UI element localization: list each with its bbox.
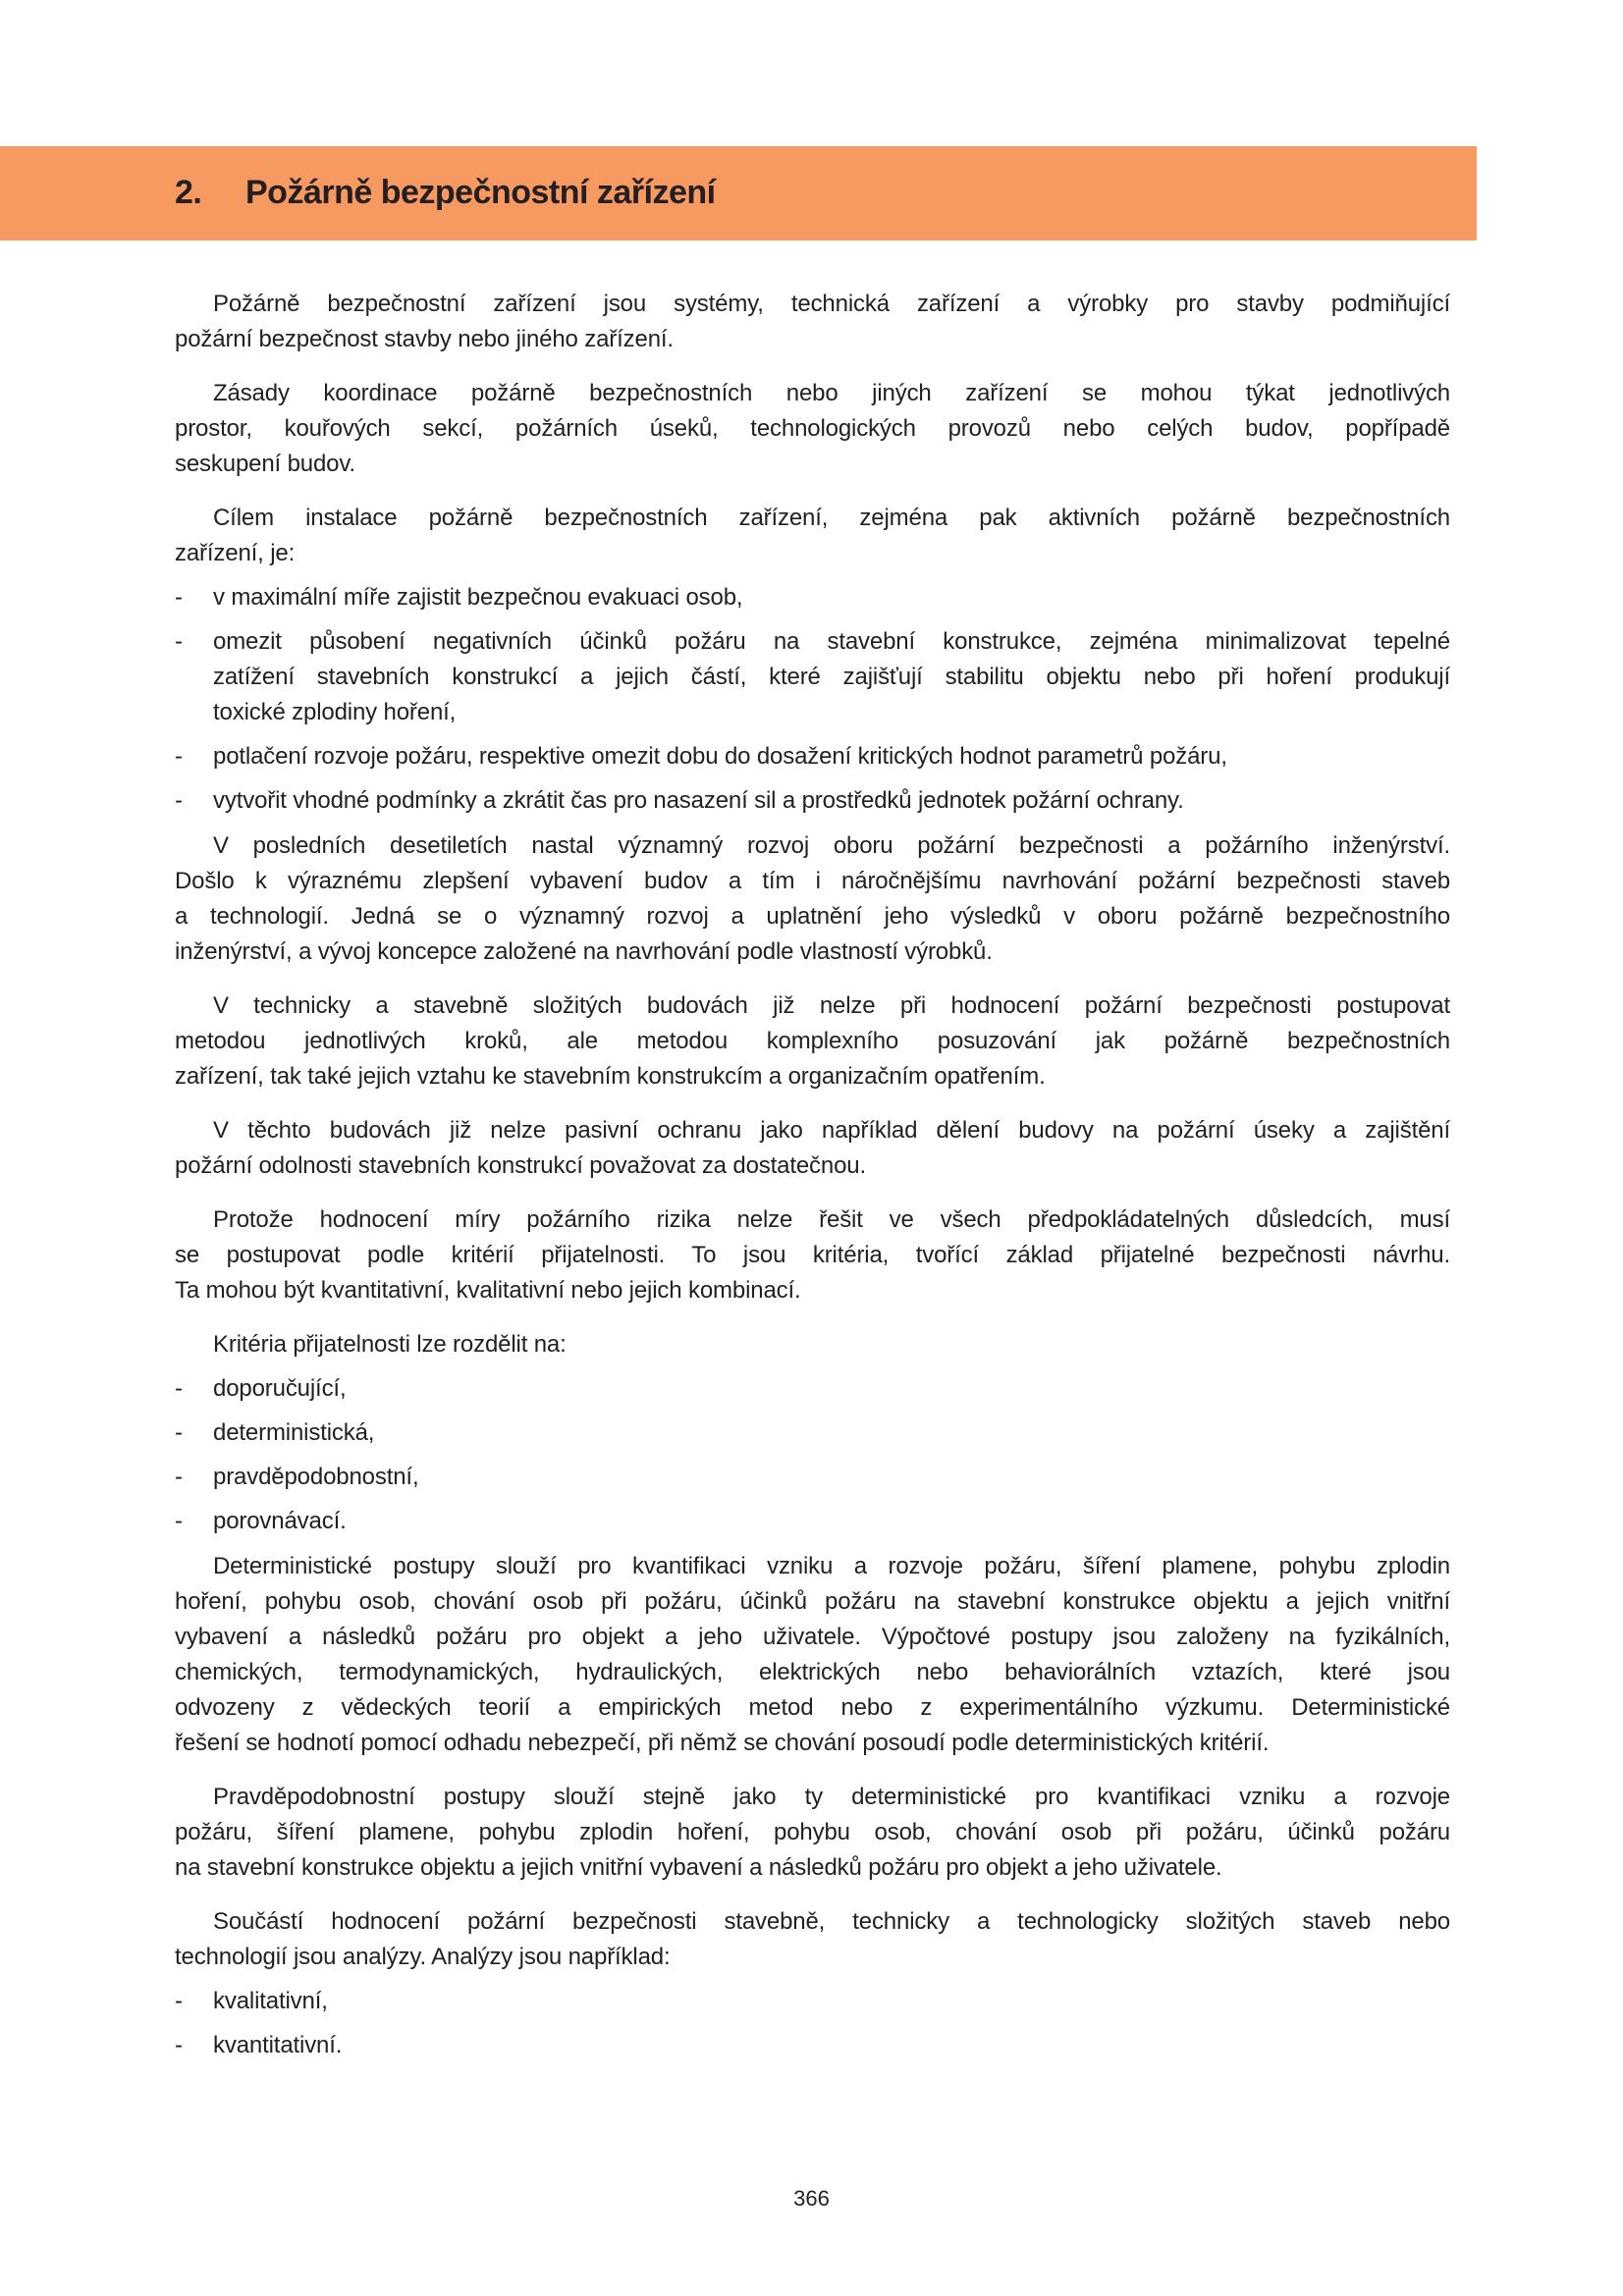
- analyses-list: [175, 1984, 1450, 2063]
- text-line: hoření, pohybu osob, chování osob při požáru, účinků požáru na stavební konstrukce objektu a jejich vnitřní: [175, 1588, 1450, 1615]
- list-item: [175, 1504, 1450, 1539]
- text-line: deterministická,: [213, 1419, 375, 1446]
- text-line: odvozeny z vědeckých teorií a empirických metod nebo z experimentálního výzkumu. Deterministické: [175, 1694, 1450, 1721]
- text-line: v maximální míře zajistit bezpečnou evakuaci osob,: [213, 584, 743, 611]
- text-line: požární bezpečnost stavby nebo jiného zařízení.: [175, 326, 674, 352]
- text-line: Požárně bezpečnostní zařízení jsou systémy, technická zařízení a výrobky pro stavby podmiňující: [213, 291, 1450, 317]
- list-item: [175, 739, 1450, 774]
- text-line: omezit působení negativních účinků požáru na stavební konstrukce, zejména minimalizovat tepelné: [213, 628, 1450, 655]
- paragraph-passive-protection: [175, 1113, 1450, 1184]
- list-item: [175, 1415, 1450, 1451]
- list-item: [175, 1984, 1450, 2019]
- list-dash: -: [175, 2032, 183, 2058]
- text-line: V těchto budovách již nelze pasivní ochranu jako například dělení budovy na požární úseky a zajištění: [213, 1117, 1450, 1144]
- list-item: [175, 783, 1450, 819]
- text-line: Součástí hodnocení požární bezpečnosti stavebně, technicky a technologicky složitých staveb nebo: [213, 1908, 1450, 1935]
- list-dash: -: [175, 787, 183, 814]
- page-body: [175, 287, 1450, 2073]
- page-number: 366: [793, 2186, 830, 2211]
- text-line: chemických, termodynamických, hydraulických, elektrických nebo behaviorálních vztazích, které jsou: [175, 1659, 1450, 1685]
- text-line: požární odolnosti stavebních konstrukcí považovat za dostatečnou.: [175, 1152, 867, 1179]
- paragraph-goals-intro: [175, 501, 1450, 571]
- paragraph-complex-buildings: [175, 988, 1450, 1095]
- list-dash: -: [175, 628, 183, 655]
- text-line: Protože hodnocení míry požárního rizika nelze řešit ve všech předpokládatelných důsledcích, musí: [213, 1206, 1450, 1233]
- paragraph-probabilistic: [175, 1780, 1450, 1886]
- text-line: pravděpodobnostní,: [213, 1464, 419, 1490]
- text-line: Došlo k výraznému zlepšení vybavení budov a tím i náročnějšímu navrhování požární bezpečnosti staveb: [175, 868, 1450, 894]
- paragraph-criteria-intro: [175, 1327, 1450, 1362]
- text-line: zařízení, je:: [175, 540, 296, 566]
- text-line: toxické zplodiny hoření,: [213, 699, 457, 725]
- text-line: doporučující,: [213, 1375, 347, 1402]
- paragraph-definition: [175, 287, 1450, 357]
- list-item: [175, 1371, 1450, 1407]
- chapter-heading: [175, 173, 716, 212]
- paragraph-acceptance-criteria: [175, 1202, 1450, 1308]
- text-line: zařízení, tak také jejich vztahu ke stavebním konstrukcím a organizačním opatřením.: [175, 1063, 1046, 1090]
- text-line: vytvořit vhodné podmínky a zkrátit čas pro nasazení sil a prostředků jednotek požární ochrany.: [213, 787, 1184, 814]
- list-item: [175, 580, 1450, 615]
- list-dash: -: [175, 1508, 183, 1534]
- list-dash: -: [175, 1375, 183, 1402]
- list-dash: -: [175, 1988, 183, 2014]
- text-line: seskupení budov.: [175, 451, 355, 477]
- list-item: [175, 624, 1450, 730]
- chapter-number: 2.: [175, 174, 202, 211]
- list-dash: -: [175, 584, 183, 611]
- list-item: [175, 2028, 1450, 2063]
- paragraph-deterministic: [175, 1549, 1450, 1761]
- text-line: vybavení a následků požáru pro objekt a jeho uživatele. Výpočtové postupy jsou založeny na fyzikálních,: [175, 1624, 1450, 1650]
- text-line: porovnávací.: [213, 1508, 347, 1534]
- text-line: se postupovat podle kritérií přijatelnosti. To jsou kritéria, tvořící základ přijatelné bezpečnosti návrhu.: [175, 1242, 1450, 1268]
- text-line: kvantitativní.: [213, 2032, 343, 2058]
- text-line: technologií jsou analýzy. Analýzy jsou například:: [175, 1944, 671, 1970]
- text-line: Kritéria přijatelnosti lze rozdělit na:: [213, 1331, 567, 1358]
- text-line: Pravděpodobnostní postupy slouží stejně jako ty deterministické pro kvantifikaci vzniku a rozvoje: [213, 1784, 1450, 1810]
- list-dash: -: [175, 743, 183, 770]
- list-dash: -: [175, 1419, 183, 1446]
- criteria-list: [175, 1371, 1450, 1539]
- paragraph-coordination: [175, 376, 1450, 482]
- list-item: [175, 1460, 1450, 1495]
- text-line: potlačení rozvoje požáru, respektive omezit dobu do dosažení kritických hodnot parametrů požáru,: [213, 743, 1227, 770]
- text-line: řešení se hodnotí pomocí odhadu nebezpečí, při němž se chování posoudí podle deterministických kritérií.: [175, 1730, 1270, 1756]
- text-line: prostor, kouřových sekcí, požárních úseků, technologických provozů nebo celých budov, popřípadě: [175, 415, 1450, 442]
- paragraph-analyses-intro: [175, 1904, 1450, 1975]
- text-line: V technicky a stavebně složitých budovách již nelze při hodnocení požární bezpečnosti postupovat: [213, 992, 1450, 1019]
- text-line: Cílem instalace požárně bezpečnostních zařízení, zejména pak aktivních požárně bezpečnostních: [213, 505, 1450, 531]
- list-dash: -: [175, 1464, 183, 1490]
- chapter-title: Požárně bezpečnostní zařízení: [245, 174, 716, 211]
- text-line: Ta mohou být kvantitativní, kvalitativní nebo jejich kombinací.: [175, 1277, 801, 1304]
- text-line: požáru, šíření plamene, pohybu zplodin hoření, pohybu osob, chování osob při požáru, účinků požáru: [175, 1819, 1450, 1845]
- text-line: Deterministické postupy slouží pro kvantifikaci vzniku a rozvoje požáru, šíření plamene, pohybu zplodin: [213, 1553, 1450, 1579]
- text-line: Zásady koordinace požárně bezpečnostních nebo jiných zařízení se mohou týkat jednotlivých: [213, 380, 1450, 406]
- text-line: V posledních desetiletích nastal významný rozvoj oboru požární bezpečnosti a požárního inženýrství.: [213, 832, 1450, 859]
- goals-list: [175, 580, 1450, 819]
- text-line: zatížení stavebních konstrukcí a jejich částí, které zajišťují stabilitu objektu nebo při hoření produkují: [213, 664, 1450, 690]
- text-line: na stavební konstrukce objektu a jejich vnitřní vybavení a následků požáru pro objekt a jeho uživatele.: [175, 1854, 1222, 1881]
- text-line: a technologií. Jedná se o významný rozvoj a uplatnění jeho výsledků v oboru požárně bezpečnostního: [175, 903, 1450, 930]
- text-line: metodou jednotlivých kroků, ale metodou komplexního posuzování jak požárně bezpečnostních: [175, 1028, 1450, 1054]
- text-line: inženýrství, a vývoj koncepce založené na navrhování podle vlastností výrobků.: [175, 938, 993, 965]
- paragraph-development: [175, 828, 1450, 970]
- text-line: kvalitativní,: [213, 1988, 328, 2014]
